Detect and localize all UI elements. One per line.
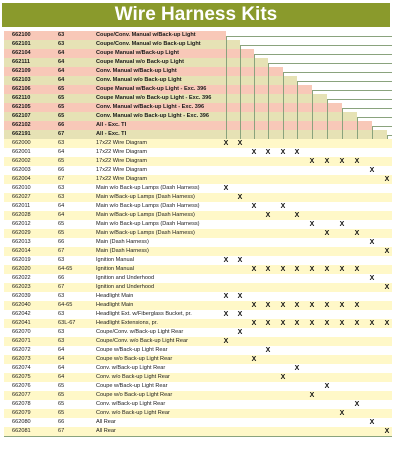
fit-mark: X [280, 266, 286, 273]
fit-mark: X [339, 320, 345, 327]
component-row [4, 148, 392, 157]
description: Headlight Extensions, pr. [96, 320, 158, 326]
fit-mark: X [251, 320, 257, 327]
part-number: 662003 [12, 167, 31, 173]
description: Conv. Manual w/o Back-up Light [96, 77, 182, 83]
fit-mark: X [265, 212, 271, 219]
part-number: 662079 [12, 410, 31, 416]
component-row [4, 211, 392, 220]
page-title: Wire Harness Kits [2, 3, 390, 27]
fit-mark: X [223, 293, 229, 300]
part-number: 662040 [12, 302, 31, 308]
year: 65 [58, 95, 65, 101]
fit-mark: X [369, 167, 375, 174]
kit-row [4, 67, 283, 76]
fit-mark: X [384, 284, 390, 291]
part-number: 662105 [12, 104, 31, 110]
year: 64-65 [58, 266, 73, 272]
description: Conv. Manual w/Back-up Light - Exc. 396 [96, 104, 205, 110]
year: 64 [58, 203, 65, 209]
part-number: 662070 [12, 329, 31, 335]
description: Main w/Back-up Lamps (Dash Harness) [96, 230, 195, 236]
year: 63 [58, 32, 65, 38]
description: Ignition and Underhood [96, 284, 155, 290]
description: Ignition Manual [96, 266, 134, 272]
fit-mark: X [354, 320, 360, 327]
description: Coupe/Conv. w/Back-up Light Rear [96, 329, 184, 335]
step-line [254, 54, 392, 55]
part-number: 662004 [12, 176, 31, 182]
fit-mark: X [265, 149, 271, 156]
component-row [4, 355, 392, 364]
kit-row [4, 49, 254, 58]
fit-mark: X [280, 302, 286, 309]
part-number: 662106 [12, 86, 31, 92]
description: All - Exc. TI [96, 122, 127, 128]
description: Coupe/Conv. Manual w/o Back-up Light [96, 41, 201, 47]
fit-mark: X [237, 140, 243, 147]
part-number: 662027 [12, 194, 31, 200]
component-row [4, 193, 392, 202]
fit-mark: X [309, 302, 315, 309]
fit-mark: X [354, 158, 360, 165]
year: 64 [58, 347, 65, 353]
fit-mark: X [384, 176, 390, 183]
description: Conv. w/o Back-up Light Rear [96, 410, 170, 416]
part-number: 662101 [12, 41, 31, 47]
part-number: 662041 [12, 320, 31, 326]
year: 64 [58, 50, 65, 56]
kit-row [4, 121, 372, 130]
fit-mark: X [251, 356, 257, 363]
description: Ignition Manual [96, 257, 134, 263]
year: 66 [58, 275, 65, 281]
part-number: 662074 [12, 365, 31, 371]
fit-mark: X [324, 158, 330, 165]
part-number: 662075 [12, 374, 31, 380]
fit-mark: X [294, 302, 300, 309]
fit-mark: X [324, 320, 330, 327]
description: Main w/o Back-up Lamps (Dash Harness) [96, 203, 200, 209]
year: 63 [58, 140, 65, 146]
description: Coupe/Conv. w/o Back-up Light Rear [96, 338, 188, 344]
description: Coupe w/o Back-up Light Rear [96, 356, 173, 362]
fit-mark: X [294, 149, 300, 156]
component-row [4, 310, 392, 319]
part-number: 662073 [12, 356, 31, 362]
year: 63 [58, 293, 65, 299]
component-row [4, 319, 392, 328]
year: 63 [58, 185, 65, 191]
fit-mark: X [309, 266, 315, 273]
fit-mark: X [223, 338, 229, 345]
description: All Rear [96, 419, 116, 425]
year: 64 [58, 59, 65, 65]
fit-mark: X [265, 320, 271, 327]
description: Conv. w/Back-up Light Rear [96, 365, 166, 371]
year: 65 [58, 86, 65, 92]
fit-mark: X [324, 383, 330, 390]
description: Main w/o Back-up Lamps (Dash Harness) [96, 221, 200, 227]
step-line [312, 90, 392, 91]
year: 63 [58, 257, 65, 263]
year: 63 [58, 329, 65, 335]
year: 64-65 [58, 302, 73, 308]
year: 65 [58, 113, 65, 119]
fit-mark: X [369, 419, 375, 426]
part-number: 662019 [12, 257, 31, 263]
kit-row [4, 112, 357, 121]
part-number: 662110 [12, 95, 31, 101]
description: 17x22 Wire Diagram [96, 167, 147, 173]
description: Headlight Ext. w/Fiberglass Bucket, pr. [96, 311, 192, 317]
part-number: 662078 [12, 401, 31, 407]
fit-mark: X [339, 158, 345, 165]
component-row [4, 238, 392, 247]
component-row [4, 382, 392, 391]
year: 63 [58, 311, 65, 317]
year: 64 [58, 212, 65, 218]
component-row [4, 220, 392, 229]
fit-mark: X [324, 302, 330, 309]
part-number: 662076 [12, 383, 31, 389]
fit-mark: X [294, 266, 300, 273]
kit-row [4, 130, 387, 139]
year: 63 [58, 194, 65, 200]
part-number: 662071 [12, 338, 31, 344]
year: 65 [58, 383, 65, 389]
part-number: 662107 [12, 113, 31, 119]
fit-mark: X [280, 149, 286, 156]
fit-mark: X [354, 230, 360, 237]
step-line [372, 126, 392, 127]
part-number: 662109 [12, 68, 31, 74]
kit-row [4, 58, 268, 67]
year: 64 [58, 374, 65, 380]
kit-row [4, 94, 327, 103]
fit-mark: X [384, 248, 390, 255]
component-row [4, 139, 392, 148]
step-line [297, 81, 392, 82]
fit-mark: X [339, 410, 345, 417]
year: 67 [58, 428, 65, 434]
year: 63L-67 [58, 320, 76, 326]
description: Coupe Manual w/o Back-up Light - Exc. 396 [96, 95, 212, 101]
fit-mark: X [369, 320, 375, 327]
fit-mark: X [354, 266, 360, 273]
description: 17x22 Wire Diagram [96, 158, 147, 164]
description: Coupe w/Back-up Light Rear [96, 383, 168, 389]
year: 65 [58, 158, 65, 164]
fit-mark: X [251, 266, 257, 273]
component-row [4, 175, 392, 184]
part-number: 662103 [12, 77, 31, 83]
year: 67 [58, 131, 65, 137]
fit-mark: X [294, 212, 300, 219]
component-row [4, 229, 392, 238]
part-number: 662001 [12, 149, 31, 155]
step-line [327, 99, 392, 100]
part-number: 662002 [12, 158, 31, 164]
description: Conv. w/Back-up Light Rear [96, 401, 166, 407]
fit-mark: X [309, 392, 315, 399]
component-row [4, 292, 392, 301]
step-line [268, 63, 392, 64]
description: All Rear [96, 428, 116, 434]
year: 67 [58, 284, 65, 290]
year: 65 [58, 230, 65, 236]
year: 65 [58, 392, 65, 398]
part-number: 662011 [12, 203, 31, 209]
part-number: 662014 [12, 248, 31, 254]
year: 64 [58, 77, 65, 83]
part-number: 662104 [12, 50, 31, 56]
description: Headlight Main [96, 302, 134, 308]
year: 64 [58, 149, 65, 155]
fit-mark: X [384, 320, 390, 327]
fit-mark: X [251, 203, 257, 210]
description: Coupe Manual w/Back-up Light - Exc. 396 [96, 86, 207, 92]
description: Main w/Back-up Lamps (Dash Harness) [96, 194, 195, 200]
year: 64 [58, 356, 65, 362]
year: 64 [58, 68, 65, 74]
fit-mark: X [280, 203, 286, 210]
fit-mark: X [237, 194, 243, 201]
component-row [4, 427, 392, 436]
part-number: 662102 [12, 122, 31, 128]
description: All - Exc. TI [96, 131, 127, 137]
fit-mark: X [223, 311, 229, 318]
part-number: 662077 [12, 392, 31, 398]
year: 66 [58, 239, 65, 245]
part-number: 662022 [12, 275, 31, 281]
description: Main w/Back-up Lamps (Dash Harness) [96, 212, 195, 218]
description: 17x22 Wire Diagram [96, 149, 147, 155]
step-line [342, 108, 392, 109]
year: 66 [58, 419, 65, 425]
description: Headlight Main [96, 293, 134, 299]
fit-mark: X [265, 266, 271, 273]
part-number: 662191 [12, 131, 31, 137]
component-row [4, 202, 392, 211]
description: Coupe Manual w/o Back-up Light [96, 59, 184, 65]
component-row [4, 283, 392, 292]
year: 64 [58, 365, 65, 371]
fit-mark: X [237, 257, 243, 264]
description: Coupe Manual w/Back-up Light [96, 50, 179, 56]
year: 66 [58, 167, 65, 173]
component-row [4, 256, 392, 265]
description: Conv. Manual w/o Back-up Light - Exc. 396 [96, 113, 210, 119]
year: 67 [58, 248, 65, 254]
component-row [4, 265, 392, 274]
description: Main (Dash Harness) [96, 239, 149, 245]
part-number: 662029 [12, 230, 31, 236]
component-row [4, 373, 392, 382]
year: 65 [58, 410, 65, 416]
fit-mark: X [223, 185, 229, 192]
component-row [4, 400, 392, 409]
fit-mark: X [354, 401, 360, 408]
component-row [4, 184, 392, 193]
kit-row [4, 31, 226, 40]
step-line [240, 45, 392, 46]
description: 17x22 Wire Diagram [96, 140, 147, 146]
description: Conv. w/o Back-up Light Rear [96, 374, 170, 380]
part-number: 662012 [12, 221, 31, 227]
part-number: 662111 [12, 59, 31, 65]
fit-mark: X [280, 320, 286, 327]
year: 65 [58, 104, 65, 110]
part-number: 662013 [12, 239, 31, 245]
year: 63 [58, 338, 65, 344]
step-line [357, 117, 392, 118]
fit-mark: X [251, 149, 257, 156]
description: Ignition and Underhood [96, 275, 155, 281]
part-number: 662023 [12, 284, 31, 290]
part-number: 662080 [12, 419, 31, 425]
step-line [226, 36, 392, 37]
part-number: 662042 [12, 311, 31, 317]
kit-row [4, 103, 342, 112]
description: Main (Dash Harness) [96, 248, 149, 254]
fit-mark: X [223, 140, 229, 147]
fit-mark: X [251, 302, 257, 309]
fit-mark: X [324, 230, 330, 237]
year: 63 [58, 41, 65, 47]
fit-mark: X [339, 266, 345, 273]
fit-mark: X [294, 320, 300, 327]
component-row [4, 328, 392, 337]
part-number: 662010 [12, 185, 31, 191]
year: 67 [58, 176, 65, 182]
fit-mark: X [237, 311, 243, 318]
component-row [4, 337, 392, 346]
description: Coupe w/Back-up Light Rear [96, 347, 168, 353]
part-number: 662000 [12, 140, 31, 146]
part-number: 662028 [12, 212, 31, 218]
fit-mark: X [384, 428, 390, 435]
fit-mark: X [339, 221, 345, 228]
fit-mark: X [280, 374, 286, 381]
component-row [4, 418, 392, 427]
fit-mark: X [265, 347, 271, 354]
component-row [4, 157, 392, 166]
fit-mark: X [354, 302, 360, 309]
fit-mark: X [265, 302, 271, 309]
component-row [4, 346, 392, 355]
description: Coupe w/o Back-up Light Rear [96, 392, 173, 398]
year: 65 [58, 221, 65, 227]
component-row [4, 301, 392, 310]
fit-mark: X [223, 257, 229, 264]
year: 65 [58, 401, 65, 407]
component-row [4, 364, 392, 373]
fit-mark: X [324, 266, 330, 273]
part-number: 662020 [12, 266, 31, 272]
row-divider [4, 436, 392, 437]
kit-row [4, 85, 312, 94]
fit-mark: X [369, 239, 375, 246]
description: Coupe/Conv. Manual w/Back-up Light [96, 32, 196, 38]
component-row [4, 274, 392, 283]
part-number: 662081 [12, 428, 31, 434]
fit-mark: X [237, 329, 243, 336]
part-number: 662039 [12, 293, 31, 299]
fit-mark: X [309, 320, 315, 327]
kit-row [4, 40, 240, 49]
component-row [4, 247, 392, 256]
step-line [283, 72, 392, 73]
fit-mark: X [369, 275, 375, 282]
part-number: 662072 [12, 347, 31, 353]
component-row [4, 391, 392, 400]
year: 66 [58, 122, 65, 128]
description: 17x22 Wire Diagram [96, 176, 147, 182]
fit-mark: X [339, 302, 345, 309]
description: Conv. Manual w/Back-up Light [96, 68, 177, 74]
component-row [4, 166, 392, 175]
fit-mark: X [309, 158, 315, 165]
component-row [4, 409, 392, 418]
fit-mark: X [237, 293, 243, 300]
fit-mark: X [294, 365, 300, 372]
part-number: 662100 [12, 32, 31, 38]
description: Main w/o Back-up Lamps (Dash Harness) [96, 185, 200, 191]
fit-mark: X [309, 221, 315, 228]
